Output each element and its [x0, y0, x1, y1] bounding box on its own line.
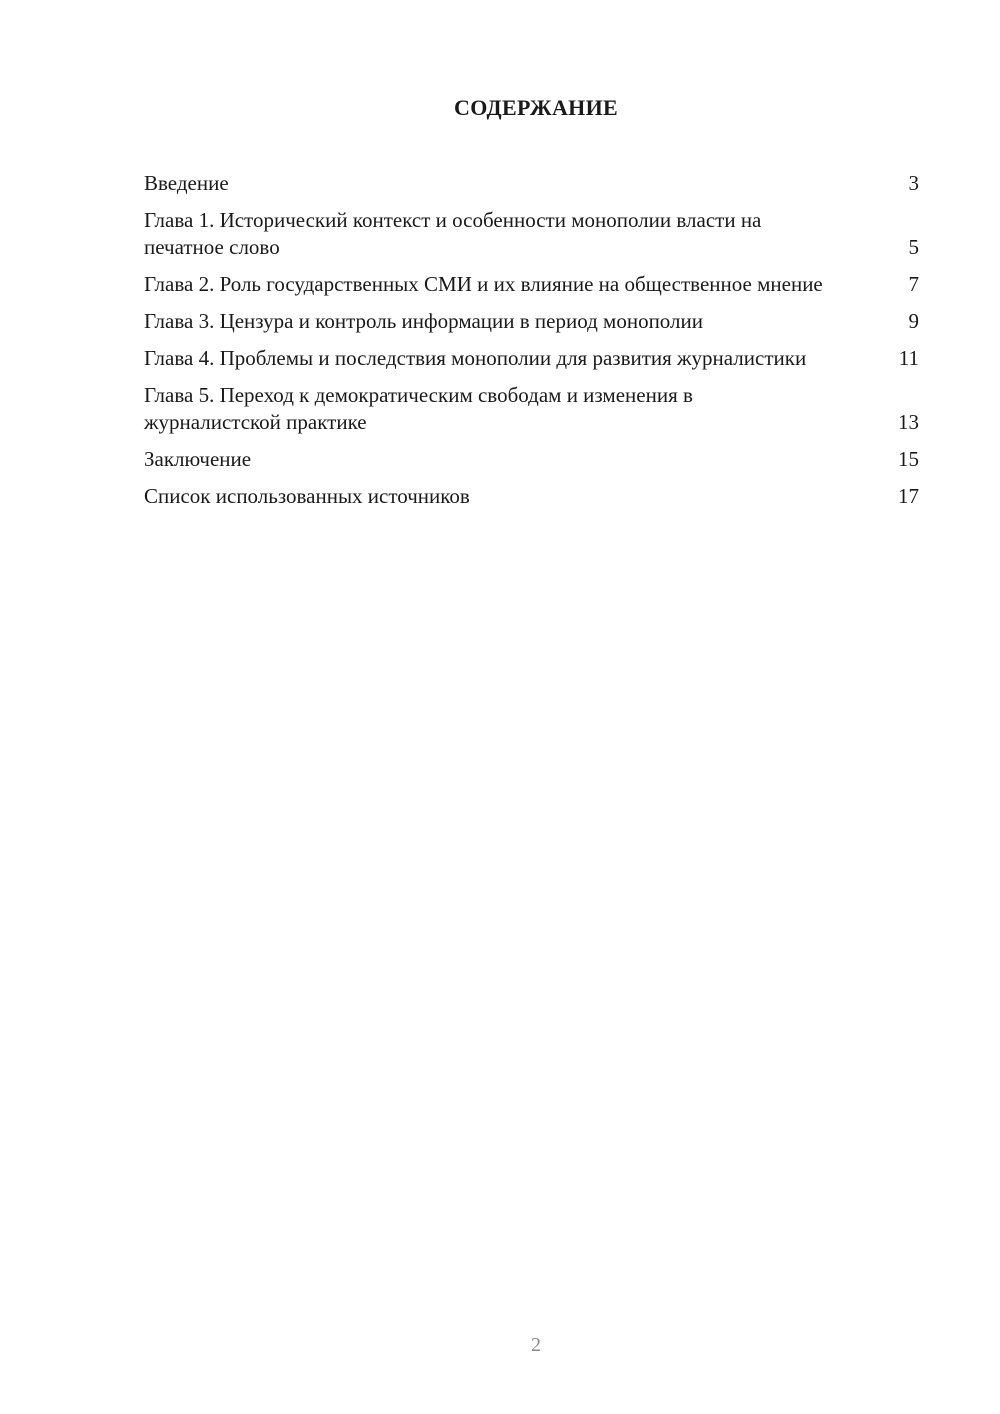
toc-entry-title: Глава 5. Переход к демократическим свободам и изменения в журналистской практике [144, 383, 693, 434]
toc-entry-title: Глава 1. Исторический контекст и особенности монополии власти на печатное слово [144, 208, 762, 259]
page-number: 2 [531, 1334, 541, 1356]
toc-entry-page: 7 [908, 272, 919, 296]
toc-entry-conclusion [144, 446, 919, 473]
toc-entry-page: 11 [898, 346, 919, 370]
toc-entry-chapter-2 [144, 271, 919, 298]
table-of-contents [144, 170, 919, 520]
toc-entry-references [144, 483, 919, 510]
toc-entry-title: Глава 4. Проблемы и последствия монополии для развития журналистики [144, 346, 807, 370]
toc-entry-title: Список использованных источников [144, 484, 470, 508]
toc-entry-title: Глава 3. Цензура и контроль информации в период монополии [144, 309, 703, 333]
toc-entry-title: Глава 2. Роль государственных СМИ и их влияние на общественное мнение [144, 272, 823, 296]
toc-entry-chapter-3 [144, 308, 919, 335]
toc-entry-chapter-5 [144, 382, 919, 436]
toc-entry-page: 13 [898, 410, 919, 434]
toc-entry-chapter-4 [144, 345, 919, 372]
toc-entry-page: 5 [908, 235, 919, 259]
toc-entry-page: 17 [898, 484, 919, 508]
toc-entry-title: Введение [144, 171, 229, 195]
toc-entry-page: 15 [898, 447, 919, 471]
toc-entry-chapter-1 [144, 207, 919, 261]
toc-entry-title: Заключение [144, 447, 252, 471]
toc-heading: СОДЕРЖАНИЕ [454, 95, 618, 120]
toc-entry-page: 9 [908, 309, 919, 333]
toc-entry-introduction [144, 170, 919, 197]
toc-entry-page: 3 [908, 171, 919, 195]
